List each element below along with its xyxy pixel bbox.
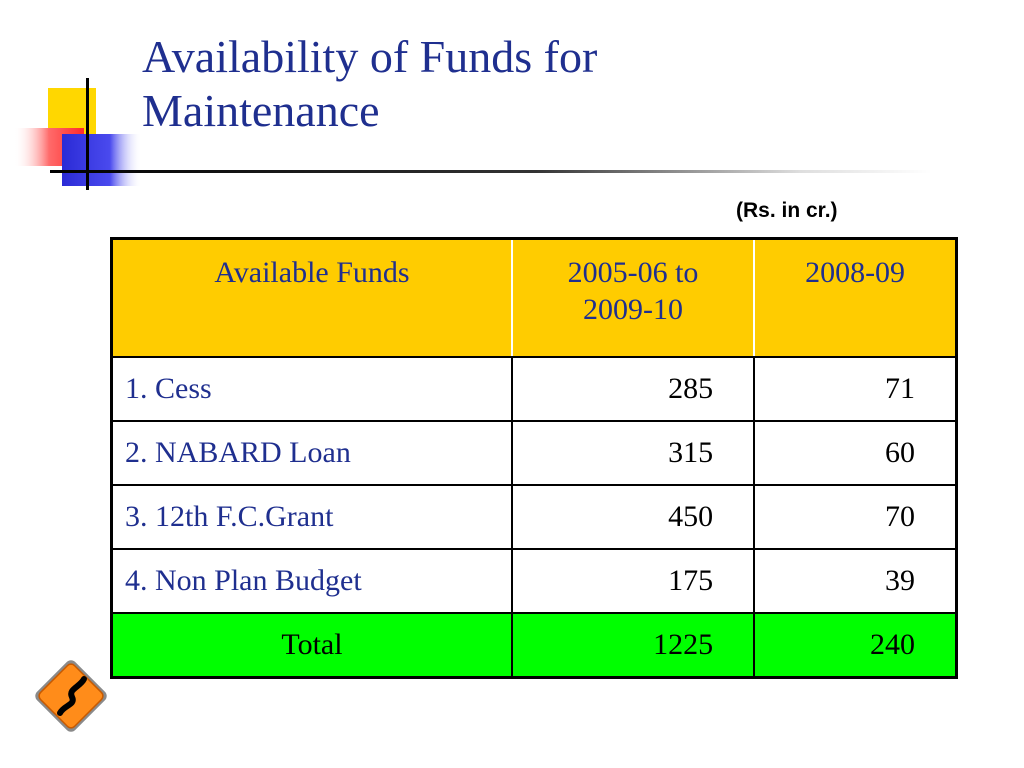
header-year: 2008-09 <box>754 239 956 358</box>
row-year-value: 70 <box>754 485 956 549</box>
row-label: 4. Non Plan Budget <box>112 549 512 613</box>
title-line-2: Maintenance <box>142 85 380 136</box>
title-line-1: Availability of Funds for <box>142 31 598 82</box>
winding-road-icon[interactable] <box>30 655 112 737</box>
total-year-value: 240 <box>754 613 956 678</box>
total-label: Total <box>112 613 512 678</box>
total-row <box>112 613 957 678</box>
row-year-value: 71 <box>754 357 956 421</box>
title-divider <box>52 170 932 173</box>
table-row <box>112 357 957 421</box>
header-period-line-2: 2009-10 <box>583 293 684 326</box>
row-period-value: 285 <box>512 357 754 421</box>
table-row <box>112 421 957 485</box>
row-period-value: 175 <box>512 549 754 613</box>
table-row <box>112 549 957 613</box>
row-year-value: 60 <box>754 421 956 485</box>
row-label: 1. Cess <box>112 357 512 421</box>
row-period-value: 450 <box>512 485 754 549</box>
row-label: 2. NABARD Loan <box>112 421 512 485</box>
row-year-value: 39 <box>754 549 956 613</box>
header-period-line-1: 2005-06 to <box>567 256 699 289</box>
row-label: 3. 12th F.C.Grant <box>112 485 512 549</box>
funds-table <box>110 237 958 679</box>
table-row <box>112 485 957 549</box>
row-period-value: 315 <box>512 421 754 485</box>
table-header-row <box>112 239 957 358</box>
slide-title <box>142 30 902 138</box>
total-period-value: 1225 <box>512 613 754 678</box>
header-period <box>512 239 754 358</box>
header-available-funds: Available Funds <box>112 239 512 358</box>
unit-note: (Rs. in cr.) <box>736 199 838 222</box>
